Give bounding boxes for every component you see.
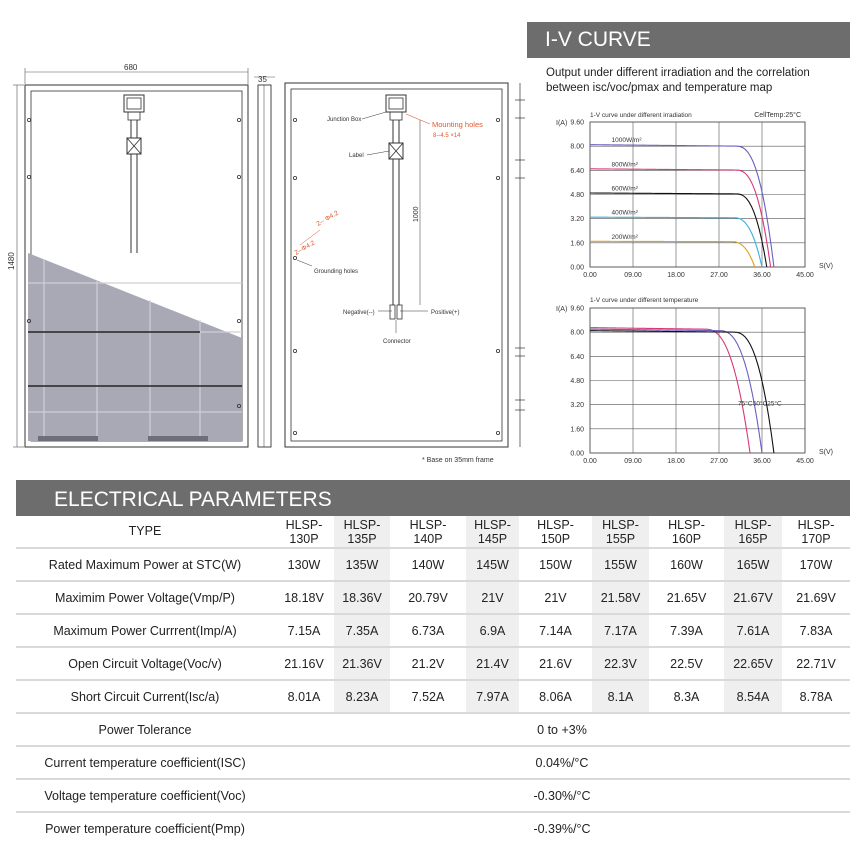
model-suffix: 135P [347,532,377,546]
y-tick-label: 1.60 [570,240,584,248]
table-row [16,680,850,713]
param-value: 130W [274,548,334,581]
model-prefix: HLSP- [602,518,639,532]
table-row [16,812,850,845]
x-tick-label: 0.00 [583,272,597,279]
param-value: 170W [782,548,850,581]
param-value: 6.9A [466,614,519,647]
positive-label: Positive(+) [431,310,460,316]
param-value: 8.78A [782,680,850,713]
param-label: Maximum Power Currrent(Imp/A) [16,614,274,647]
model-prefix: HLSP- [409,518,447,532]
panel-side-view [258,85,271,447]
param-value: 18.18V [274,581,334,614]
param-value: 21.4V [466,647,519,680]
y-tick-label: 8.00 [570,143,584,151]
x-tick-label: 0.00 [583,458,597,465]
x-axis-label: S(V) [819,263,833,270]
param-value: 150W [519,548,592,581]
iv-description [546,66,846,96]
param-value: 21V [519,581,592,614]
table-row [16,779,850,812]
param-value: 7.15A [274,614,334,647]
table-header-row [16,516,850,548]
chart-title: 1-V curve under different temperature [590,297,699,304]
model-suffix: 170P [801,532,831,546]
grounding-holes-label: Grounding holes [314,269,359,275]
model-suffix: 160P [671,532,702,546]
x-tick-label: 18.00 [667,272,685,279]
param-value: 165W [724,548,782,581]
model-name [274,516,334,548]
param-value: 7.52A [390,680,466,713]
x-tick-label: 45.00 [796,272,814,279]
mounting-holes-spec: 8--4.5 ×14 [433,133,461,139]
model-name [592,516,649,548]
table-row [16,614,850,647]
mounting-holes-label: Mounting holes [432,120,483,129]
param-value: 8.1A [592,680,649,713]
chart-title: 1-V curve under different irradiation [590,112,692,119]
model-prefix: HLSP- [537,518,574,532]
connector-label: Connector [383,339,411,345]
param-value: 0 to +3% [274,713,850,746]
param-value: 140W [390,548,466,581]
model-suffix: 150P [540,532,571,546]
junction-box-label: Junction Box [327,117,362,123]
model-name [390,516,466,548]
x-tick-label: 27.00 [710,272,728,279]
param-label: Power temperature coefficient(Pmp) [16,812,274,845]
model-name [334,516,390,548]
param-label: Voltage temperature coefficient(Voc) [16,779,274,812]
y-tick-label: 0.00 [570,450,584,458]
model-suffix: 155P [605,532,636,546]
param-value: 22.3V [592,647,649,680]
param-value: 8.54A [724,680,782,713]
param-value: 21.65V [649,581,724,614]
model-suffix: 130P [289,532,319,546]
param-value: 8.3A [649,680,724,713]
panel-back-view [285,83,525,447]
series-label: 25°C [767,400,782,408]
param-value: 21.36V [334,647,390,680]
param-value: 7.17A [592,614,649,647]
param-value: 145W [466,548,519,581]
y-axis-label: I(A) [556,120,568,127]
param-value: 7.39A [649,614,724,647]
param-value: 135W [334,548,390,581]
param-value: -0.39%/°C [274,812,850,845]
param-value: 20.79V [390,581,466,614]
param-value: 21.67V [724,581,782,614]
table-row [16,713,850,746]
model-name [724,516,782,548]
param-value: 6.73A [390,614,466,647]
param-label: Open Circuit Voltage(Voc/v) [16,647,274,680]
param-value: 7.35A [334,614,390,647]
model-prefix: HLSP- [668,518,705,532]
negative-label: Negative(--) [343,310,375,316]
param-value: 160W [649,548,724,581]
param-value: 22.65V [724,647,782,680]
param-value: 22.5V [649,647,724,680]
model-prefix: HLSP- [285,518,323,532]
series-label: 200W/m² [611,233,638,241]
param-value: 7.14A [519,614,592,647]
table-row [16,548,850,581]
y-tick-label: 6.40 [570,167,584,175]
param-value: 7.83A [782,614,850,647]
label-callout: Label [349,153,364,159]
x-tick-label: 09.00 [624,272,642,279]
model-prefix: HLSP- [797,518,835,532]
series-label: 1000W/m² [611,137,642,145]
x-tick-label: 45.00 [796,458,814,465]
param-label: Short Circuit Current(Isc/a) [16,680,274,713]
series-label: 800W/m² [611,161,638,169]
series-label: 50°C [752,400,768,408]
iv-chart-temperature [535,292,845,468]
panel-front-view [25,85,248,447]
iv-curve-header: I-V CURVE [527,22,850,58]
iv-chart-irradiation [535,106,845,286]
y-tick-label: 1.60 [570,426,584,434]
series-label: 400W/m² [611,209,638,217]
model-suffix: 140P [413,532,443,546]
param-label: Rated Maximum Power at STC(W) [16,548,274,581]
thickness-dimension: 35 [258,75,267,84]
param-label: Current temperature coefficient(ISC) [16,746,274,779]
param-label: Power Tolerance [16,713,274,746]
y-tick-label: 0.00 [570,264,584,272]
param-value: 21.6V [519,647,592,680]
x-tick-label: 09.00 [624,458,642,465]
param-value: 8.01A [274,680,334,713]
model-prefix: HLSP- [343,518,381,532]
param-value: 0.04%/°C [274,746,850,779]
model-name [649,516,724,548]
cell-temp-annotation: CellTemp:25°C [754,112,801,119]
model-name [519,516,592,548]
param-value: 8.23A [334,680,390,713]
frame-note: * Base on 35mm frame [422,457,494,464]
model-suffix: 145P [477,532,508,546]
model-name [466,516,519,548]
model-prefix: HLSP- [734,518,772,532]
electrical-parameters-table [16,516,850,845]
cable-length: 1000 [413,206,420,222]
x-tick-label: 27.00 [710,458,728,465]
height-dimension: 1480 [7,252,16,270]
hole-dimension-2: 2--Φ4.2 [293,239,317,257]
x-axis-label: S(V) [819,449,833,456]
param-value: 22.71V [782,647,850,680]
param-value: -0.30%/°C [274,779,850,812]
table-row [16,647,850,680]
param-value: 21V [466,581,519,614]
model-suffix: 165P [738,532,768,546]
param-value: 155W [592,548,649,581]
param-value: 8.06A [519,680,592,713]
param-value: 21.16V [274,647,334,680]
iv-description-line-1: Output under different irradiation and the correlation [546,67,810,79]
model-name [782,516,850,548]
y-tick-label: 9.60 [570,305,584,313]
x-tick-label: 18.00 [667,458,685,465]
param-label: Maximim Power Voltage(Vmp/P) [16,581,274,614]
series-label: 600W/m² [611,185,638,193]
series-label: 75°C [738,400,753,408]
y-tick-label: 4.80 [570,378,584,385]
table-row [16,581,850,614]
y-tick-label: 6.40 [570,353,584,361]
param-value: 7.97A [466,680,519,713]
param-value: 7.61A [724,614,782,647]
mechanical-drawing [0,0,525,478]
param-value: 21.58V [592,581,649,614]
y-tick-label: 3.20 [570,216,584,224]
hole-dimension-1: 2-- Φ4.2 [315,209,340,228]
electrical-parameters-header: ELECTRICAL PARAMETERS [16,480,850,516]
width-dimension: 680 [124,63,138,72]
param-value: 21.2V [390,647,466,680]
type-label: TYPE [128,524,162,538]
param-value: 18.36V [334,581,390,614]
param-value: 21.69V [782,581,850,614]
y-tick-label: 9.60 [570,119,584,127]
y-tick-label: 8.00 [570,329,584,337]
y-axis-label: I(A) [556,306,568,313]
iv-description-line-2: between isc/voc/pmax and temperature map [546,82,773,94]
x-tick-label: 36.00 [753,458,771,465]
model-prefix: HLSP- [474,518,511,532]
table-row [16,746,850,779]
x-tick-label: 36.00 [753,272,771,279]
y-tick-label: 4.80 [570,192,584,199]
y-tick-label: 3.20 [570,402,584,410]
